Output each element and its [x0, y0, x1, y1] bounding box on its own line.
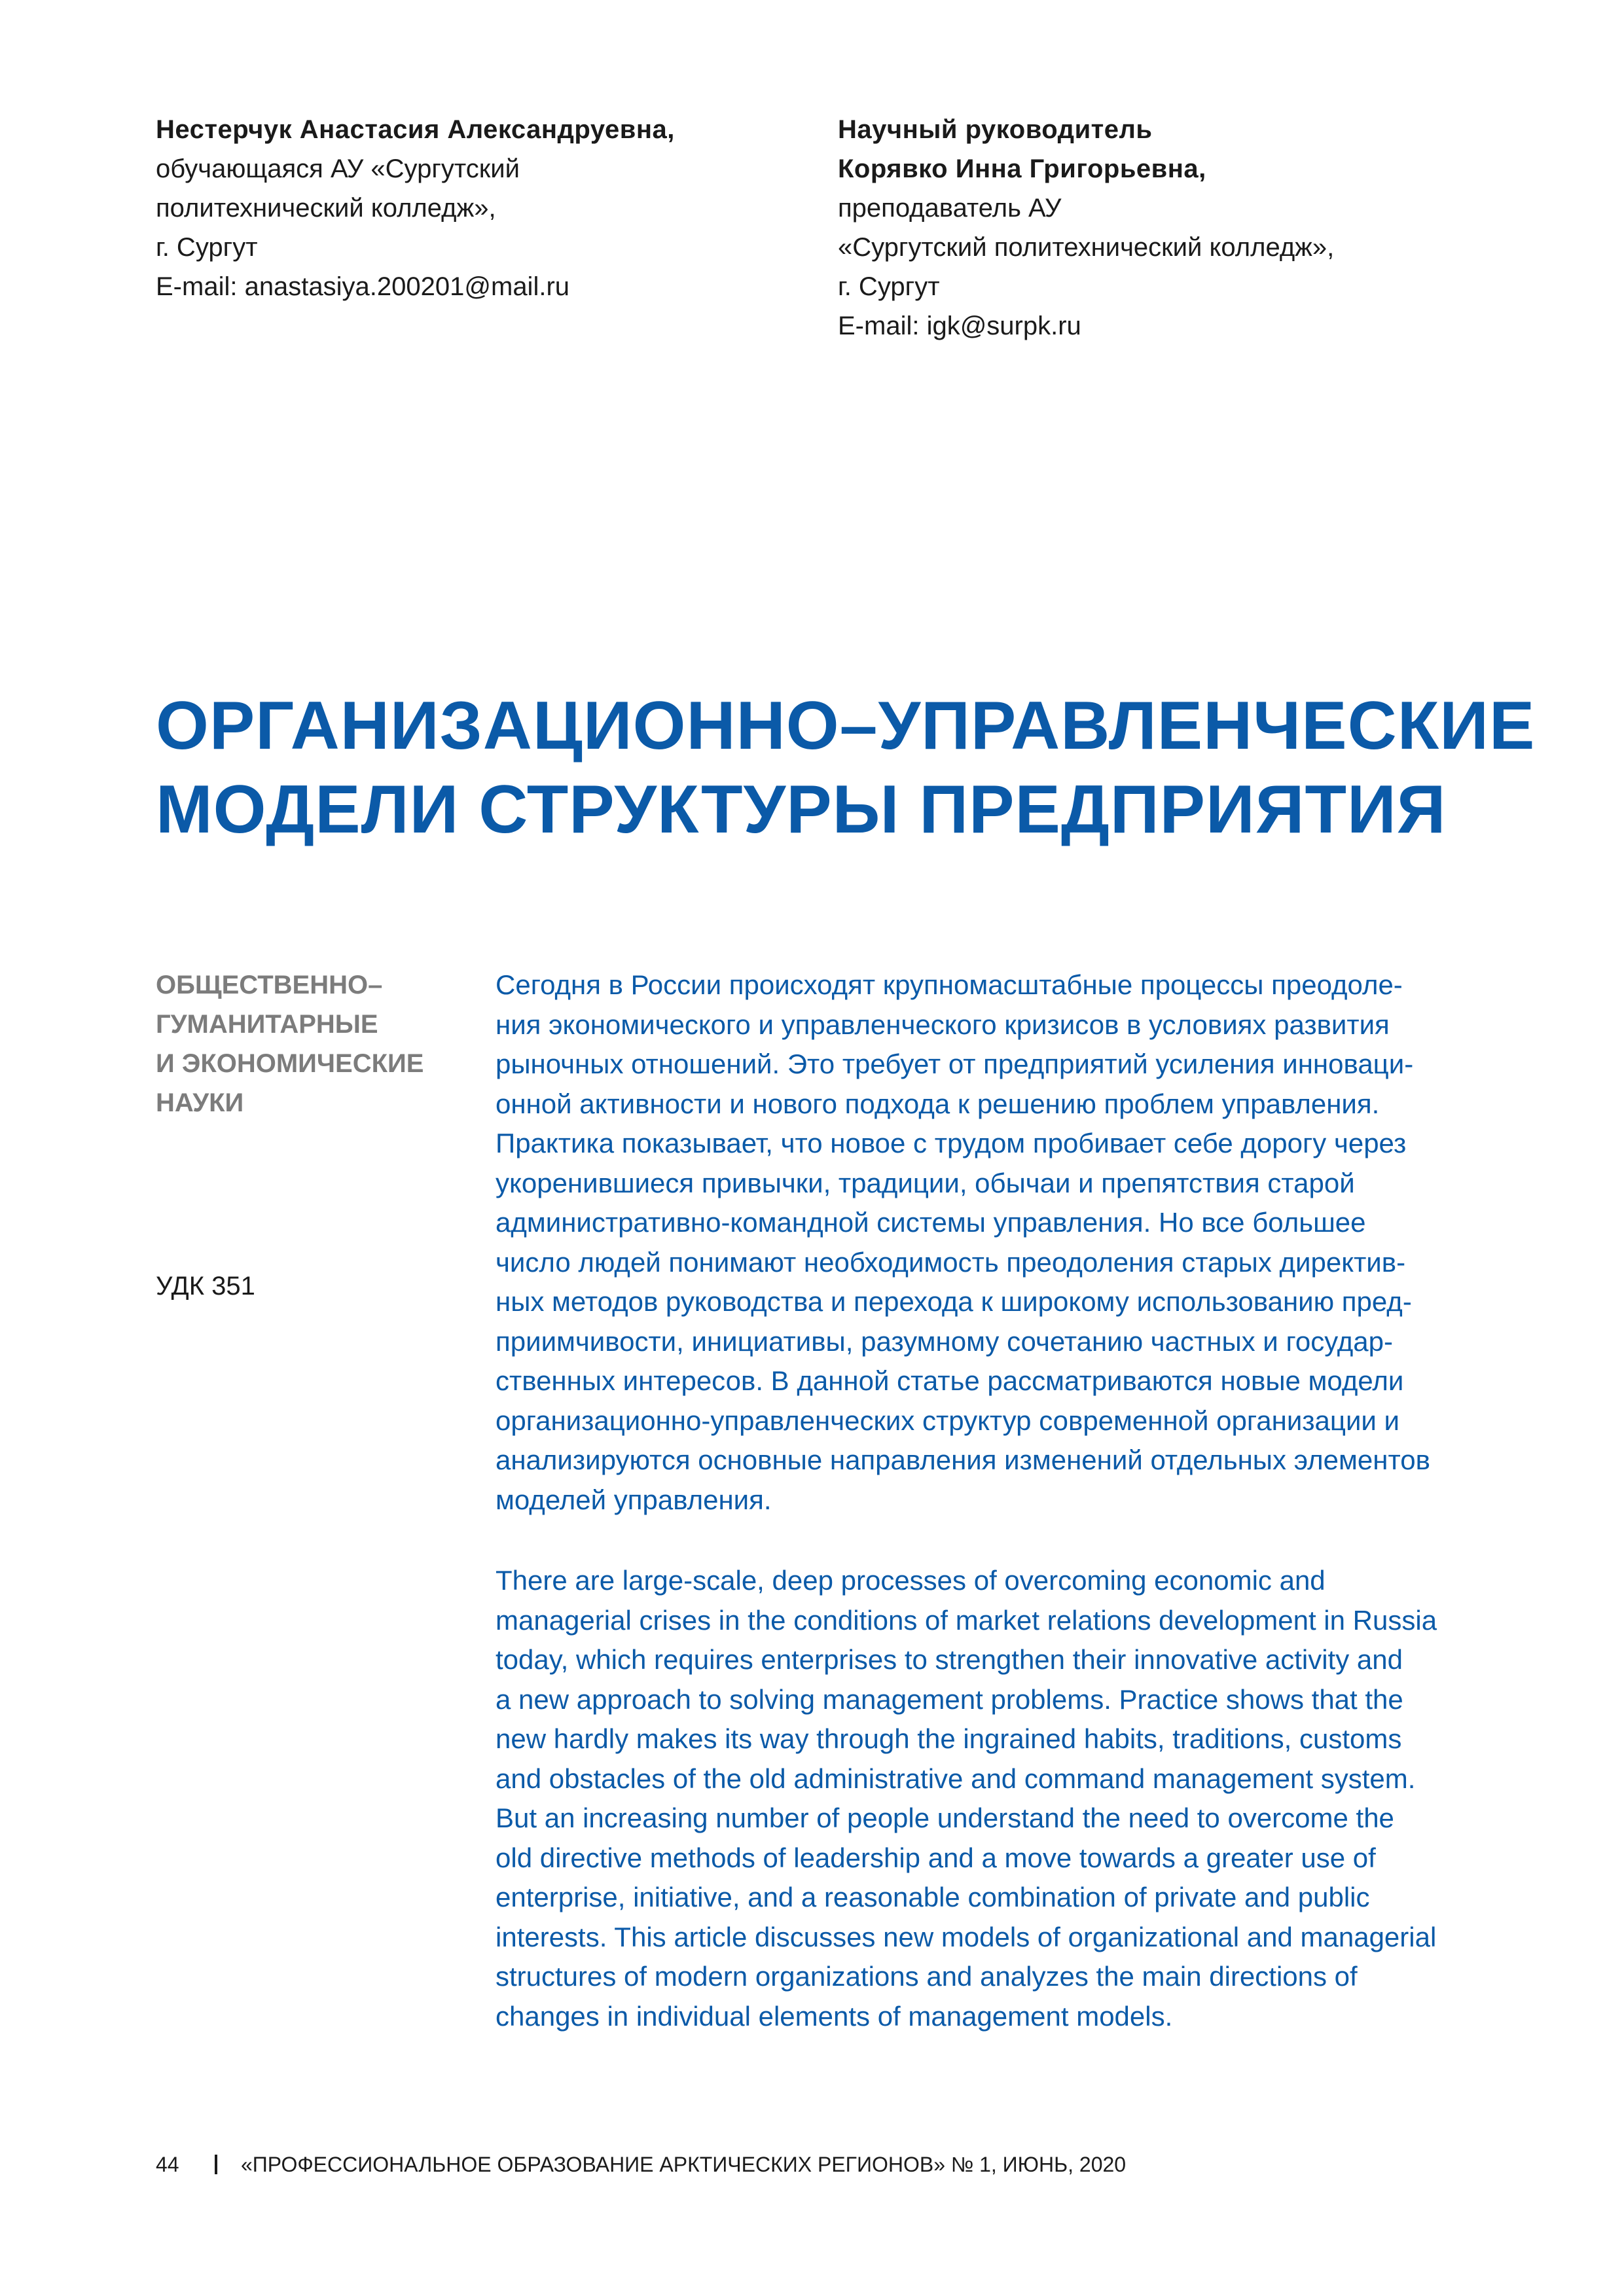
author-email: E-mail: anastasiya.200201@mail.ru: [156, 272, 570, 301]
abstract-line: административно-командной системы управления. Но все большее: [496, 1207, 1366, 1238]
udk-code: УДК 351: [156, 1272, 255, 1300]
supervisor-city: г. Сургут: [838, 272, 940, 301]
abstract-line: организационно-управленческих структур современной организации и: [496, 1405, 1400, 1436]
article-title-line: МОДЕЛИ СТРУКТУРЫ ПРЕДПРИЯТИЯ: [156, 772, 1447, 848]
abstract-line: old directive methods of leadership and a move towards a greater use of: [496, 1842, 1376, 1873]
abstract-line: ственных интересов. В данной статье рассматриваются новые модели: [496, 1365, 1404, 1396]
abstract-line: число людей понимают необходимость преодоления старых директив-: [496, 1246, 1406, 1278]
journal-citation: «ПРОФЕССИОНАЛЬНОЕ ОБРАЗОВАНИЕ АРКТИЧЕСКИХ РЕГИОНОВ» № 1, ИЮНЬ, 2020: [241, 2153, 1127, 2176]
rubric-line: И ЭКОНОМИЧЕСКИЕ: [156, 1049, 424, 1078]
section-rubric: [156, 965, 522, 1122]
abstract-line: enterprise, initiative, and a reasonable combination of private and public: [496, 1882, 1370, 1912]
abstract-line: приимчивости, инициативы, разумному сочетанию частных и государ-: [496, 1325, 1394, 1357]
rubric-line: ОБЩЕСТВЕННО–: [156, 971, 383, 999]
abstract-line: Практика показывает, что новое с трудом пробивает себе дорогу через: [496, 1128, 1407, 1158]
supervisor-name: Корявко Инна Григорьевна,: [838, 154, 1206, 183]
author-city: г. Сургут: [156, 233, 258, 262]
supervisor-affiliation: «Сургутский политехнический колледж»,: [838, 233, 1335, 262]
rubric-line: ГУМАНИТАРНЫЕ: [156, 1010, 378, 1039]
author-name: Нестерчук Анастасия Александруевна,: [156, 115, 675, 144]
abstract-line: changes in individual elements of management models.: [496, 2000, 1173, 2032]
abstract-line: a new approach to solving management problems. Practice shows that the: [496, 1683, 1403, 1715]
abstract-line: укоренившиеся привычки, традиции, обычаи и препятствия старой: [496, 1167, 1355, 1198]
abstract-line: Сегодня в России происходят крупномасштабные процессы преодоле-: [496, 969, 1403, 1000]
author-affiliation-line: политехнический колледж»,: [156, 194, 496, 223]
author-affiliation-line: обучающаяся АУ «Сургутский: [156, 154, 520, 183]
supervisor-role: Научный руководитель: [838, 115, 1153, 144]
page-footer: [156, 2150, 1126, 2179]
article-title: [156, 684, 1536, 852]
supervisor-email: E-mail: igk@surpk.ru: [838, 312, 1081, 340]
abstract-line: анализируются основные направления изменений отдельных элементов: [496, 1444, 1430, 1475]
abstract-line: and obstacles of the old administrative and command management system.: [496, 1763, 1416, 1794]
supervisor-position: преподаватель АУ: [838, 194, 1062, 223]
abstract-line: managerial crises in the conditions of market relations development in Russia: [496, 1604, 1437, 1636]
abstract-line: рыночных отношений. Это требует от предприятий усиления инноваци-: [496, 1049, 1414, 1079]
abstract-line: моделей управления.: [496, 1484, 772, 1515]
author-block-student: [156, 110, 745, 306]
article-title-line: ОРГАНИЗАЦИОННО–УПРАВЛЕНЧЕСКИЕ: [156, 688, 1536, 764]
abstract-line: interests. This article discusses new models of organizational and managerial: [496, 1921, 1437, 1952]
abstract-line: new hardly makes its way through the ingrained habits, traditions, customs: [496, 1723, 1402, 1754]
abstract-line: There are large-scale, deep processes of overcoming economic and: [496, 1565, 1326, 1596]
abstract-line: ния экономического и управленческого кризисов в условиях развития: [496, 1009, 1390, 1040]
abstract-russian: [496, 965, 1517, 1520]
page-number: 44: [156, 2153, 179, 2176]
abstract-line: ных методов руководства и перехода к широкому использованию пред-: [496, 1286, 1412, 1317]
abstract-line: structures of modern organizations and analyzes the main directions of: [496, 1961, 1358, 1992]
abstract-line: онной активности и нового подхода к решению проблем управления.: [496, 1088, 1380, 1119]
abstract-english: [496, 1561, 1517, 2036]
author-block-supervisor: [838, 110, 1427, 346]
rubric-line: НАУКИ: [156, 1088, 244, 1117]
footer-divider: [215, 2155, 217, 2174]
abstract-line: But an increasing number of people understand the need to overcome the: [496, 1803, 1394, 1833]
abstract-line: today, which requires enterprises to strengthen their innovative activity and: [496, 1644, 1403, 1675]
